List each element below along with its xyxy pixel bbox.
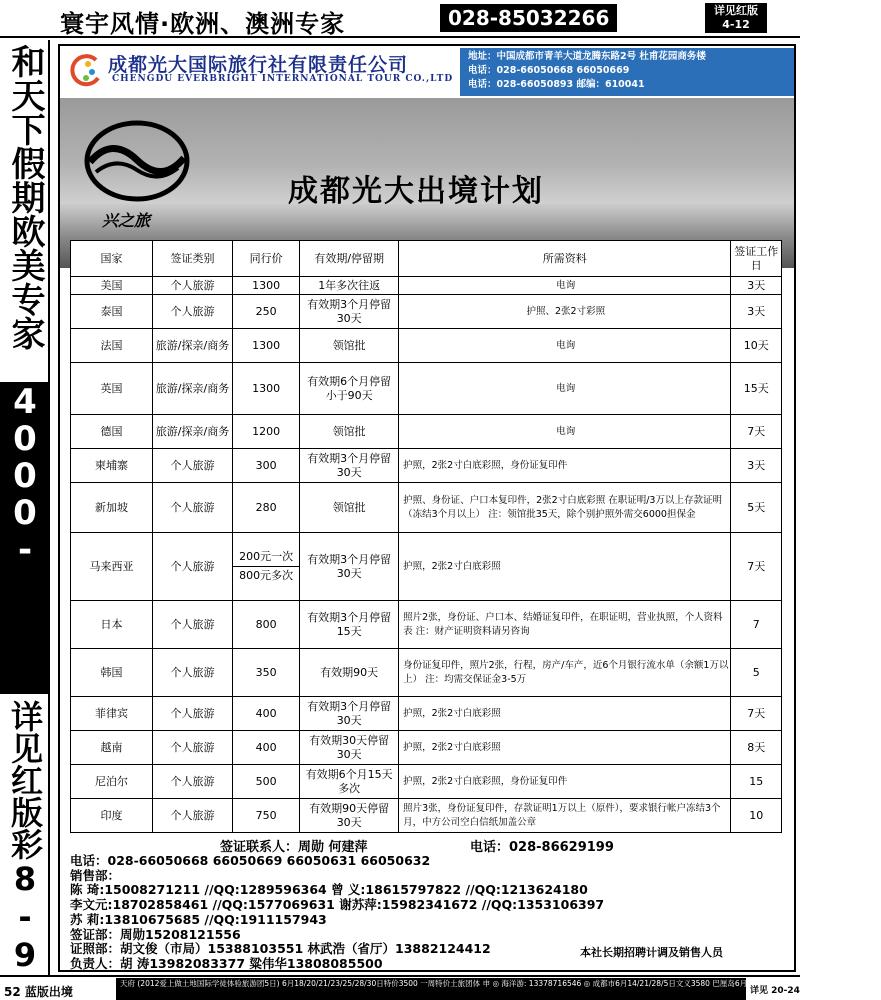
price-cell: 750 [232, 799, 299, 833]
wave-emblem-icon [82, 116, 192, 206]
requirements-cell: 照片2张，身份证、户口本、结婚证复印件，在职证明，营业执照，个人资料表 注：财产证明资料请另咨询 [399, 601, 731, 649]
country-cell: 菲律宾 [71, 697, 153, 731]
country-cell: 尼泊尔 [71, 765, 153, 799]
days-cell: 5 [731, 649, 782, 697]
validity-cell: 有效期6个月15天多次 [300, 765, 399, 799]
requirements-cell: 护照，2张2寸白底彩照 [399, 697, 731, 731]
company-english-name: CHENGDU EVERBRIGHT INTERNATIONAL TOUR CO.,LTD [112, 74, 454, 84]
country-cell: 新加坡 [71, 483, 153, 533]
tag-line-1: 详见红版 [714, 4, 758, 17]
table-row [71, 363, 782, 415]
country-cell: 印度 [71, 799, 153, 833]
days-cell: 3天 [731, 449, 782, 483]
validity-cell: 有效期90天停留30天 [300, 799, 399, 833]
visa-contact-phone: 电话：028-86629199 [470, 840, 614, 855]
requirements-cell: 身份证复印件，照片2张，行程，房产/车产，近6个月银行流水单（余额1万以上） 注：均需交保证金3-5万 [399, 649, 731, 697]
days-cell: 7天 [731, 697, 782, 731]
validity-cell: 有效期3个月停留30天 [300, 697, 399, 731]
type-cell: 个人旅游 [153, 483, 233, 533]
company-logo-icon [66, 52, 102, 88]
see-pages: 详见 20-24 [750, 986, 800, 996]
top-banner [0, 0, 800, 38]
tel-line: 电话：028-66050668 66050669 [468, 65, 630, 76]
country-cell: 越南 [71, 731, 153, 765]
country-cell: 美国 [71, 277, 153, 295]
validity-cell: 有效期3个月停留30天 [300, 449, 399, 483]
country-cell: 德国 [71, 415, 153, 449]
type-cell: 个人旅游 [153, 277, 233, 295]
price-cell: 1200 [232, 415, 299, 449]
side-hotline: 4000- [0, 382, 50, 694]
table-row [71, 295, 782, 329]
address-line: 地址：中国成都市青羊大道龙腾东路2号 杜甫花园商务楼 [468, 51, 706, 62]
days-cell: 5天 [731, 483, 782, 533]
requirements-cell: 护照、2张2寸彩照 [399, 295, 731, 329]
type-cell: 个人旅游 [153, 601, 233, 649]
country-cell: 法国 [71, 329, 153, 363]
page-footer [0, 975, 881, 1000]
country-cell: 马来西亚 [71, 533, 153, 601]
table-header-row [71, 241, 782, 277]
visa-table [70, 240, 782, 833]
table-row [71, 697, 782, 731]
requirements-cell: 电询 [399, 329, 731, 363]
type-cell: 旅游/探亲/商务 [153, 363, 233, 415]
price-cell: 500 [232, 765, 299, 799]
contact-line: 苏 莉:13810675685 //QQ:1911157943 [70, 911, 327, 927]
table-row [71, 731, 782, 765]
validity-cell: 领馆批 [300, 483, 399, 533]
requirements-cell: 电询 [399, 363, 731, 415]
validity-cell: 1年多次往返 [300, 277, 399, 295]
tel-postcode-line: 电话：028-66050893 邮编：610041 [468, 79, 645, 90]
price-multiple: 800元多次 [239, 569, 294, 582]
table-row [71, 483, 782, 533]
table-row [71, 329, 782, 363]
validity-cell: 领馆批 [300, 329, 399, 363]
company-name: 成都光大国际旅行社有限责任公司 [108, 54, 409, 76]
header-visa-type: 签证类别 [153, 241, 233, 277]
type-cell: 个人旅游 [153, 649, 233, 697]
ad-header [60, 46, 794, 98]
requirements-cell: 护照，2张2寸白底彩照 [399, 731, 731, 765]
contact-line: 证照部：胡文俊（市局）15388103551 林武浩（省厅）13882124412 [70, 941, 491, 957]
days-cell: 15 [731, 765, 782, 799]
side-detail: 详见红版彩8-9 [6, 700, 44, 974]
table-row [71, 649, 782, 697]
header-requirements: 所需资料 [399, 241, 731, 277]
price-cell: 280 [232, 483, 299, 533]
country-cell: 韩国 [71, 649, 153, 697]
tag-line-2: 4-12 [722, 18, 750, 31]
days-cell: 10天 [731, 329, 782, 363]
days-cell: 3天 [731, 295, 782, 329]
price-cell: 250 [232, 295, 299, 329]
type-cell: 个人旅游 [153, 765, 233, 799]
contact-line: 电话：028-66050668 66050669 66050631 66050632 [70, 853, 431, 868]
days-cell: 3天 [731, 277, 782, 295]
days-cell: 7 [731, 601, 782, 649]
price-cell: 1300 [232, 329, 299, 363]
type-cell: 旅游/探亲/商务 [153, 329, 233, 363]
price-cell: 1300 [232, 363, 299, 415]
table-row [71, 415, 782, 449]
table-row [71, 277, 782, 295]
requirements-cell: 护照，2张2寸白底彩照，身份证复印件 [399, 449, 731, 483]
price-single: 200元一次 [233, 548, 299, 567]
type-cell: 个人旅游 [153, 533, 233, 601]
type-cell: 个人旅游 [153, 799, 233, 833]
days-cell: 8天 [731, 731, 782, 765]
page-number: 52 蓝版出境 [4, 985, 73, 999]
validity-cell: 有效期30天停留30天 [300, 731, 399, 765]
type-cell: 旅游/探亲/商务 [153, 415, 233, 449]
address-box [460, 48, 794, 96]
table-row [71, 601, 782, 649]
price-cell [232, 533, 299, 601]
validity-cell: 有效期3个月停留30天 [300, 295, 399, 329]
price-cell: 800 [232, 601, 299, 649]
emblem-caption: 兴之旅 [102, 211, 151, 230]
red-edition-tag [705, 3, 767, 33]
price-cell: 300 [232, 449, 299, 483]
days-cell: 15天 [731, 363, 782, 415]
requirements-cell: 电询 [399, 277, 731, 295]
travel-ad [58, 44, 796, 972]
price-cell: 1300 [232, 277, 299, 295]
validity-cell: 有效期3个月停留15天 [300, 601, 399, 649]
header-country: 国家 [71, 241, 153, 277]
country-cell: 日本 [71, 601, 153, 649]
price-cell: 350 [232, 649, 299, 697]
country-cell: 泰国 [71, 295, 153, 329]
table-row [71, 765, 782, 799]
banner-phone: 028-85032266 [440, 4, 617, 32]
contact-line: 销售部： [70, 867, 121, 883]
validity-cell: 有效期6个月停留小于90天 [300, 363, 399, 415]
table-row [71, 449, 782, 483]
country-cell: 柬埔寨 [71, 449, 153, 483]
requirements-cell: 电询 [399, 415, 731, 449]
left-strip [0, 40, 50, 975]
contact-lines [70, 854, 604, 972]
type-cell: 个人旅游 [153, 731, 233, 765]
table-row [71, 533, 782, 601]
footer-ticker: 天府 (2012爱上做土地国际学徒体验旅游团5日) 6月18/20/21/23/25/28/30日特价3500 一周特价土旅团体 申 ◎ 海洋游: 13378716546 ◎ 成都市6月14/21/28/5日文义3580 巴厘岛6月19/25日斯兰5400 ◎ 1003702 16349 [116, 978, 746, 1000]
recruitment-notice: 本社长期招聘计调及销售人员 [580, 946, 723, 959]
contact-line: 签证部：周勋15208121556 [70, 926, 241, 942]
validity-cell: 有效期3个月停留30天 [300, 533, 399, 601]
days-cell: 7天 [731, 533, 782, 601]
side-slogan: 和天下假期欧美专家 [5, 44, 45, 350]
plan-title: 成都光大出境计划 [288, 174, 544, 209]
validity-cell: 有效期90天 [300, 649, 399, 697]
table-row [71, 799, 782, 833]
contact-line: 负责人：胡 涛13982083377 粱伟华13808085500 [70, 955, 383, 971]
type-cell: 个人旅游 [153, 449, 233, 483]
requirements-cell: 照片3张，身份证复印件，存款证明1万以上（原件），要求银行帐户冻结3个月，中方公司空白信纸加盖公章 [399, 799, 731, 833]
requirements-cell: 护照，2张2寸白底彩照 [399, 533, 731, 601]
country-cell: 英国 [71, 363, 153, 415]
type-cell: 个人旅游 [153, 295, 233, 329]
requirements-cell: 护照，2张2寸白底彩照，身份证复印件 [399, 765, 731, 799]
contact-line: 李文元:18702858461 //QQ:1577069631 谢苏萍:15982341672 //QQ:1353106397 [70, 897, 605, 913]
days-cell: 7天 [731, 415, 782, 449]
header-validity: 有效期/停留期 [300, 241, 399, 277]
contact-line: 陈 琦:15008271211 //QQ:1289596364 曾 义:18615797822 //QQ:1213624180 [70, 882, 588, 898]
price-cell: 400 [232, 731, 299, 765]
requirements-cell: 护照、身份证、户口本复印件，2张2寸白底彩照 在职证明/3万以上存款证明（冻结3个月以上） 注：领馆批35天，除个别护照外需交6000担保金 [399, 483, 731, 533]
days-cell: 10 [731, 799, 782, 833]
validity-cell: 领馆批 [300, 415, 399, 449]
price-cell: 400 [232, 697, 299, 731]
header-price: 同行价 [232, 241, 299, 277]
header-workdays: 签证工作日 [731, 241, 782, 277]
visa-contact-people: 签证联系人：周勋 何建萍 [220, 840, 368, 855]
brand-slogan: 寰宇风情·欧洲、澳洲专家 [60, 10, 346, 38]
type-cell: 个人旅游 [153, 697, 233, 731]
